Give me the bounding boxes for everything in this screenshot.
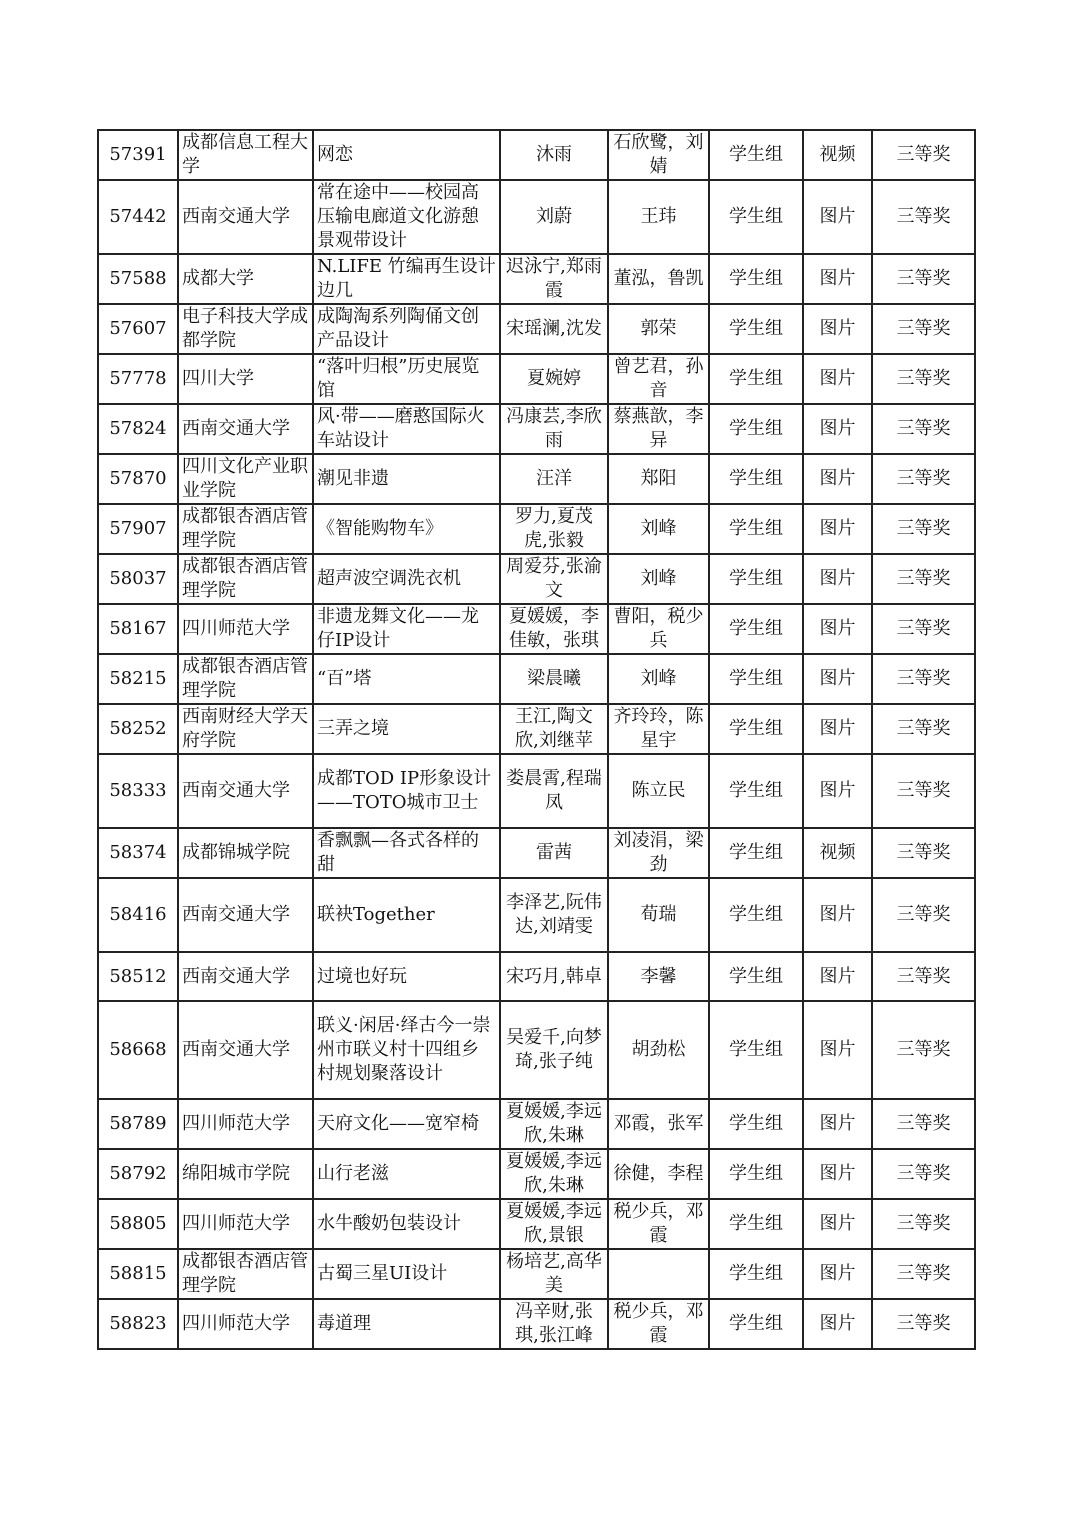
school-name-cell: 四川大学 [178, 354, 313, 404]
entry-id-cell: 57907 [98, 504, 178, 554]
table-row [98, 454, 975, 504]
authors-cell: 冯辛财,张琪,张江峰 [500, 1299, 608, 1349]
entry-id-cell: 58789 [98, 1099, 178, 1149]
award-level-cell: 三等奖 [872, 604, 975, 654]
advisors-cell: 刘凌涓，梁劲 [608, 828, 709, 878]
work-type-cell: 图片 [803, 454, 872, 504]
work-type-cell: 图片 [803, 654, 872, 704]
advisors-cell: 陈立民 [608, 754, 709, 828]
entry-id-cell: 57870 [98, 454, 178, 504]
work-title-cell: 三弄之境 [313, 704, 500, 754]
table-row [98, 304, 975, 354]
work-type-cell: 视频 [803, 130, 872, 180]
work-title-cell: 常在途中——校园高压输电廊道文化游憩景观带设计 [313, 180, 500, 254]
work-title-cell: 超声波空调洗衣机 [313, 554, 500, 604]
table-row [98, 952, 975, 1001]
group-cell: 学生组 [709, 654, 803, 704]
entry-id-cell: 58252 [98, 704, 178, 754]
advisors-cell [608, 1249, 709, 1299]
entry-id-cell: 57442 [98, 180, 178, 254]
group-cell: 学生组 [709, 130, 803, 180]
work-type-cell: 图片 [803, 754, 872, 828]
advisors-cell: 郭荣 [608, 304, 709, 354]
table-row [98, 654, 975, 704]
school-name-cell: 成都银杏酒店管理学院 [178, 1249, 313, 1299]
group-cell: 学生组 [709, 1001, 803, 1099]
work-type-cell: 图片 [803, 1099, 872, 1149]
work-title-cell: “百”塔 [313, 654, 500, 704]
entry-id-cell: 57824 [98, 404, 178, 454]
work-title-cell: 风·带——磨憨国际火车站设计 [313, 404, 500, 454]
work-title-cell: 香飘飘—各式各样的甜 [313, 828, 500, 878]
advisors-cell: 蔡燕歆，李异 [608, 404, 709, 454]
award-level-cell: 三等奖 [872, 1299, 975, 1349]
school-name-cell: 西南交通大学 [178, 878, 313, 952]
school-name-cell: 西南财经大学天府学院 [178, 704, 313, 754]
entry-id-cell: 57607 [98, 304, 178, 354]
authors-cell: 李泽艺,阮伟达,刘靖雯 [500, 878, 608, 952]
table-row [98, 828, 975, 878]
school-name-cell: 四川师范大学 [178, 1099, 313, 1149]
work-title-cell: 成陶淘系列陶俑文创产品设计 [313, 304, 500, 354]
authors-cell: 夏媛媛，李佳敏，张琪 [500, 604, 608, 654]
authors-cell: 夏媛媛,李远欣,景银 [500, 1199, 608, 1249]
entry-id-cell: 58668 [98, 1001, 178, 1099]
authors-cell: 夏媛媛,李远欣,朱琳 [500, 1099, 608, 1149]
entry-id-cell: 58215 [98, 654, 178, 704]
entry-id-cell: 58823 [98, 1299, 178, 1349]
work-title-cell: 联袂Together [313, 878, 500, 952]
award-table [97, 129, 976, 1350]
table-row [98, 404, 975, 454]
advisors-cell: 董泓，鲁凯 [608, 254, 709, 304]
award-level-cell: 三等奖 [872, 454, 975, 504]
group-cell: 学生组 [709, 304, 803, 354]
work-type-cell: 图片 [803, 1299, 872, 1349]
work-title-cell: 成都TOD IP形象设计——TOTO城市卫士 [313, 754, 500, 828]
work-type-cell: 图片 [803, 704, 872, 754]
table-row [98, 130, 975, 180]
authors-cell: 娄晨霄,程瑞凤 [500, 754, 608, 828]
authors-cell: 刘蔚 [500, 180, 608, 254]
table-body [98, 130, 975, 1349]
authors-cell: 吴爱千,向梦琦,张子纯 [500, 1001, 608, 1099]
authors-cell: 汪洋 [500, 454, 608, 504]
award-level-cell: 三等奖 [872, 1249, 975, 1299]
award-level-cell: 三等奖 [872, 304, 975, 354]
award-level-cell: 三等奖 [872, 1001, 975, 1099]
work-type-cell: 图片 [803, 1149, 872, 1199]
entry-id-cell: 57391 [98, 130, 178, 180]
work-title-cell: “落叶归根”历史展览馆 [313, 354, 500, 404]
school-name-cell: 四川师范大学 [178, 604, 313, 654]
award-level-cell: 三等奖 [872, 704, 975, 754]
group-cell: 学生组 [709, 1249, 803, 1299]
advisors-cell: 曾艺君，孙音 [608, 354, 709, 404]
award-level-cell: 三等奖 [872, 754, 975, 828]
work-type-cell: 图片 [803, 1199, 872, 1249]
school-name-cell: 西南交通大学 [178, 952, 313, 1001]
authors-cell: 罗力,夏茂虎,张毅 [500, 504, 608, 554]
advisors-cell: 刘峰 [608, 554, 709, 604]
group-cell: 学生组 [709, 254, 803, 304]
entry-id-cell: 58416 [98, 878, 178, 952]
authors-cell: 周爱芬,张渝文 [500, 554, 608, 604]
authors-cell: 宋巧月,韩卓 [500, 952, 608, 1001]
authors-cell: 雷茜 [500, 828, 608, 878]
school-name-cell: 四川文化产业职业学院 [178, 454, 313, 504]
work-type-cell: 图片 [803, 254, 872, 304]
advisors-cell: 荀瑞 [608, 878, 709, 952]
authors-cell: 杨培艺,高华美 [500, 1249, 608, 1299]
work-title-cell: 《智能购物车》 [313, 504, 500, 554]
advisors-cell: 齐玲玲，陈星宇 [608, 704, 709, 754]
table-row [98, 1249, 975, 1299]
table-row [98, 1001, 975, 1099]
advisors-cell: 刘峰 [608, 654, 709, 704]
award-level-cell: 三等奖 [872, 1149, 975, 1199]
award-level-cell: 三等奖 [872, 952, 975, 1001]
advisors-cell: 税少兵，邓霞 [608, 1299, 709, 1349]
advisors-cell: 税少兵，邓霞 [608, 1199, 709, 1249]
work-title-cell: 潮见非遗 [313, 454, 500, 504]
group-cell: 学生组 [709, 504, 803, 554]
advisors-cell: 刘峰 [608, 504, 709, 554]
school-name-cell: 四川师范大学 [178, 1199, 313, 1249]
entry-id-cell: 58512 [98, 952, 178, 1001]
group-cell: 学生组 [709, 878, 803, 952]
work-type-cell: 视频 [803, 828, 872, 878]
table-row [98, 504, 975, 554]
table-row [98, 254, 975, 304]
school-name-cell: 绵阳城市学院 [178, 1149, 313, 1199]
award-level-cell: 三等奖 [872, 130, 975, 180]
group-cell: 学生组 [709, 754, 803, 828]
authors-cell: 夏媛媛,李远欣,朱琳 [500, 1149, 608, 1199]
authors-cell: 迟泳宁,郑雨霞 [500, 254, 608, 304]
group-cell: 学生组 [709, 1299, 803, 1349]
work-title-cell: 过境也好玩 [313, 952, 500, 1001]
advisors-cell: 曹阳，税少兵 [608, 604, 709, 654]
award-level-cell: 三等奖 [872, 554, 975, 604]
work-type-cell: 图片 [803, 354, 872, 404]
group-cell: 学生组 [709, 952, 803, 1001]
authors-cell: 冯康芸,李欣雨 [500, 404, 608, 454]
award-level-cell: 三等奖 [872, 878, 975, 952]
award-level-cell: 三等奖 [872, 654, 975, 704]
advisors-cell: 胡劲松 [608, 1001, 709, 1099]
authors-cell: 夏婉婷 [500, 354, 608, 404]
authors-cell: 宋瑶澜,沈发 [500, 304, 608, 354]
work-title-cell: 非遗龙舞文化——龙仔IP设计 [313, 604, 500, 654]
school-name-cell: 西南交通大学 [178, 180, 313, 254]
advisors-cell: 石欣鹭，刘婧 [608, 130, 709, 180]
award-level-cell: 三等奖 [872, 254, 975, 304]
group-cell: 学生组 [709, 180, 803, 254]
award-level-cell: 三等奖 [872, 354, 975, 404]
group-cell: 学生组 [709, 554, 803, 604]
authors-cell: 王江,陶文欣,刘继苹 [500, 704, 608, 754]
award-level-cell: 三等奖 [872, 1099, 975, 1149]
work-title-cell: 水牛酸奶包装设计 [313, 1199, 500, 1249]
work-title-cell: 联义·闲居·绎古今一崇州市联义村十四组乡村规划聚落设计 [313, 1001, 500, 1099]
table-row [98, 554, 975, 604]
work-title-cell: 天府文化——宽窄椅 [313, 1099, 500, 1149]
work-title-cell: 山行老滋 [313, 1149, 500, 1199]
work-type-cell: 图片 [803, 604, 872, 654]
work-type-cell: 图片 [803, 554, 872, 604]
work-type-cell: 图片 [803, 878, 872, 952]
table-row [98, 604, 975, 654]
table-row [98, 878, 975, 952]
work-type-cell: 图片 [803, 504, 872, 554]
award-level-cell: 三等奖 [872, 504, 975, 554]
school-name-cell: 西南交通大学 [178, 754, 313, 828]
school-name-cell: 电子科技大学成都学院 [178, 304, 313, 354]
group-cell: 学生组 [709, 1099, 803, 1149]
award-level-cell: 三等奖 [872, 828, 975, 878]
authors-cell: 梁晨曦 [500, 654, 608, 704]
school-name-cell: 西南交通大学 [178, 1001, 313, 1099]
advisors-cell: 郑阳 [608, 454, 709, 504]
group-cell: 学生组 [709, 828, 803, 878]
entry-id-cell: 57588 [98, 254, 178, 304]
group-cell: 学生组 [709, 1149, 803, 1199]
school-name-cell: 四川师范大学 [178, 1299, 313, 1349]
award-level-cell: 三等奖 [872, 404, 975, 454]
school-name-cell: 成都银杏酒店管理学院 [178, 504, 313, 554]
table-row [98, 754, 975, 828]
entry-id-cell: 57778 [98, 354, 178, 404]
school-name-cell: 西南交通大学 [178, 404, 313, 454]
table-row [98, 1149, 975, 1199]
work-type-cell: 图片 [803, 304, 872, 354]
work-title-cell: N.LIFE 竹编再生设计边几 [313, 254, 500, 304]
school-name-cell: 成都锦城学院 [178, 828, 313, 878]
group-cell: 学生组 [709, 354, 803, 404]
entry-id-cell: 58333 [98, 754, 178, 828]
work-title-cell: 古蜀三星UI设计 [313, 1249, 500, 1299]
work-type-cell: 图片 [803, 1001, 872, 1099]
school-name-cell: 成都大学 [178, 254, 313, 304]
entry-id-cell: 58815 [98, 1249, 178, 1299]
school-name-cell: 成都银杏酒店管理学院 [178, 554, 313, 604]
advisors-cell: 李馨 [608, 952, 709, 1001]
advisors-cell: 王玮 [608, 180, 709, 254]
group-cell: 学生组 [709, 704, 803, 754]
group-cell: 学生组 [709, 404, 803, 454]
group-cell: 学生组 [709, 1199, 803, 1249]
school-name-cell: 成都银杏酒店管理学院 [178, 654, 313, 704]
table-row [98, 704, 975, 754]
authors-cell: 沐雨 [500, 130, 608, 180]
entry-id-cell: 58805 [98, 1199, 178, 1249]
table-row [98, 1299, 975, 1349]
entry-id-cell: 58374 [98, 828, 178, 878]
entry-id-cell: 58037 [98, 554, 178, 604]
work-type-cell: 图片 [803, 952, 872, 1001]
table-row [98, 1099, 975, 1149]
work-title-cell: 毒道理 [313, 1299, 500, 1349]
award-level-cell: 三等奖 [872, 1199, 975, 1249]
school-name-cell: 成都信息工程大学 [178, 130, 313, 180]
group-cell: 学生组 [709, 454, 803, 504]
table-row [98, 1199, 975, 1249]
award-level-cell: 三等奖 [872, 180, 975, 254]
work-title-cell: 网恋 [313, 130, 500, 180]
advisors-cell: 徐健，李程 [608, 1149, 709, 1199]
work-type-cell: 图片 [803, 180, 872, 254]
entry-id-cell: 58792 [98, 1149, 178, 1199]
work-type-cell: 图片 [803, 1249, 872, 1299]
group-cell: 学生组 [709, 604, 803, 654]
work-type-cell: 图片 [803, 404, 872, 454]
advisors-cell: 邓霞，张军 [608, 1099, 709, 1149]
table-row [98, 354, 975, 404]
table-row [98, 180, 975, 254]
entry-id-cell: 58167 [98, 604, 178, 654]
